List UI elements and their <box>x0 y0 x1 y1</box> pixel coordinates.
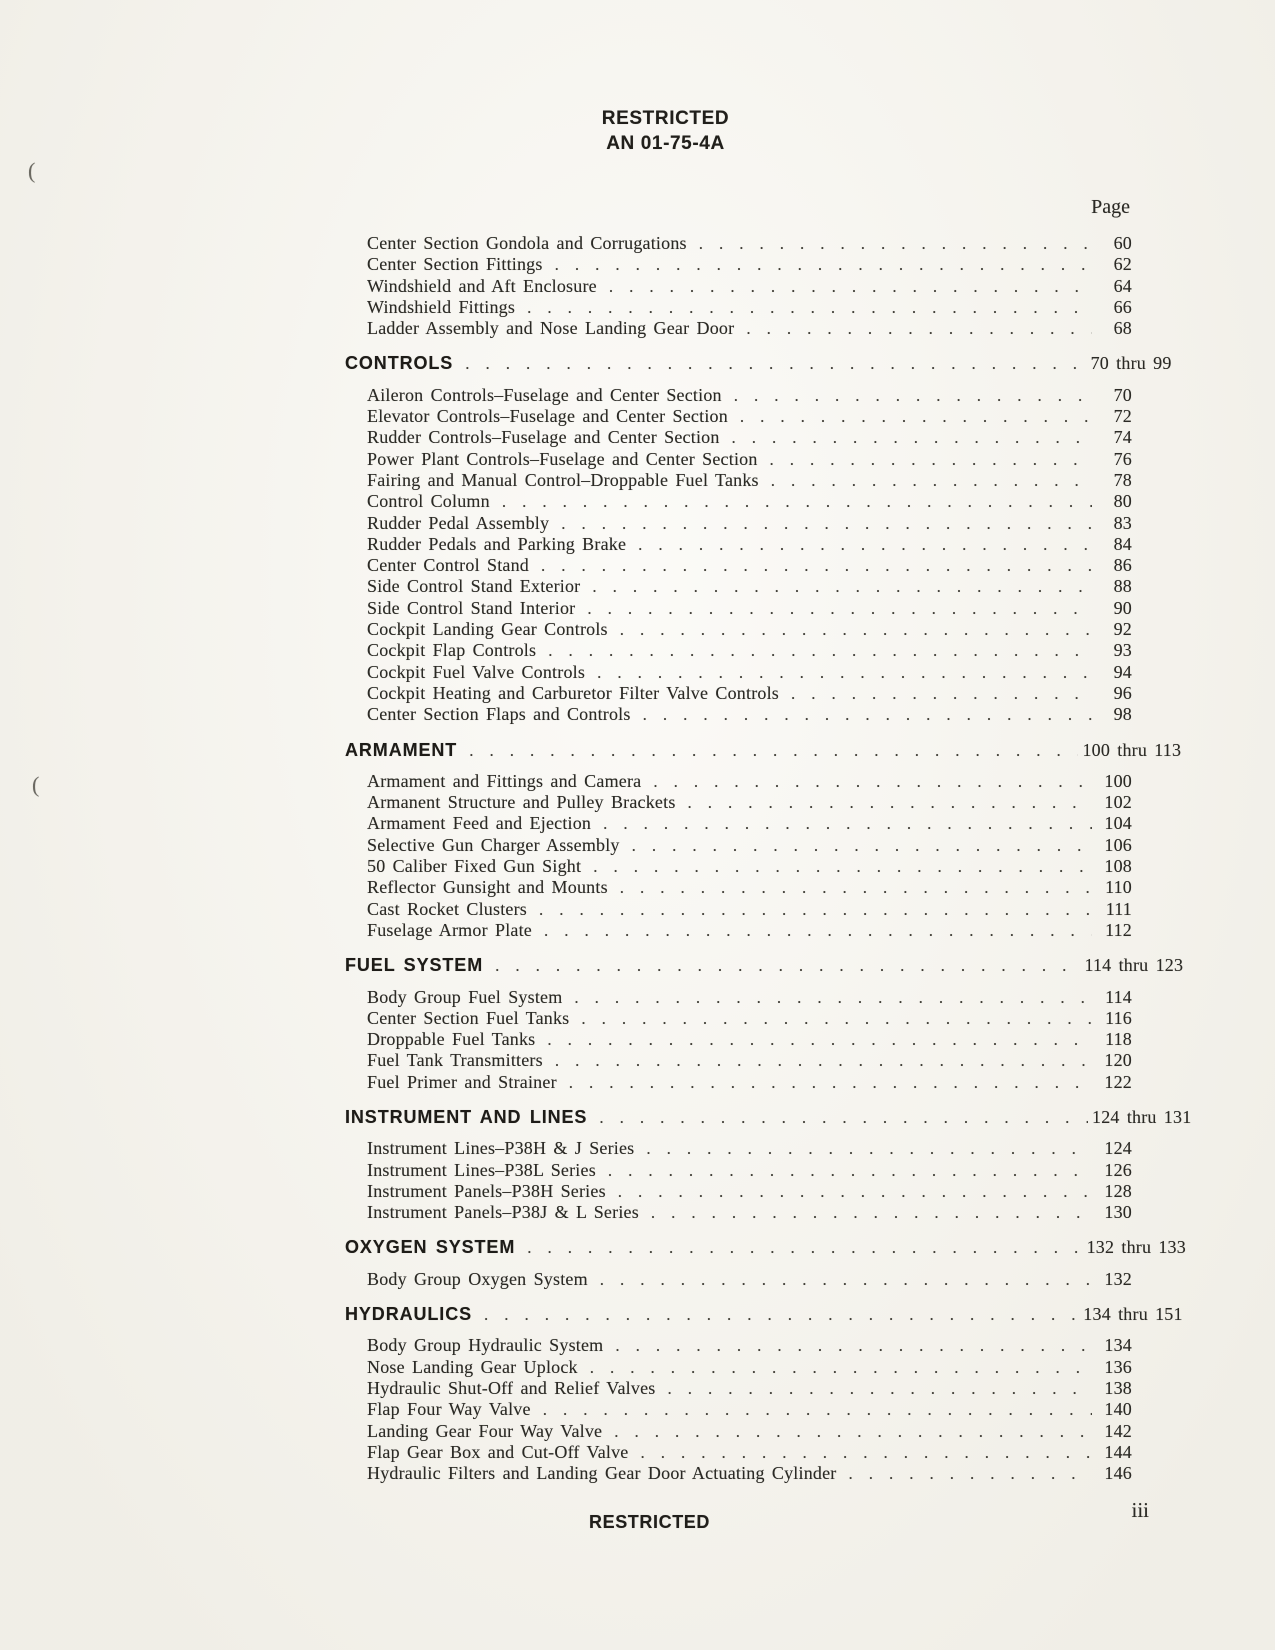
entry-title: Side Control Stand Exterior <box>367 576 581 597</box>
entry-title: Armament Feed and Ejection <box>367 813 592 834</box>
entry-title: Instrument Panels–P38J & L Series <box>367 1202 639 1223</box>
page-number: iii <box>1131 1498 1149 1522</box>
toc-entry-row <box>345 835 1132 856</box>
section-title: OXYGEN SYSTEM <box>345 1237 516 1258</box>
entry-title: Cockpit Flap Controls <box>367 640 537 661</box>
toc-entry-row <box>345 233 1132 254</box>
toc-entry-row <box>345 598 1132 619</box>
section-page-range: 132 thru 133 <box>1086 1237 1186 1258</box>
entry-title: Cast Rocket Clusters <box>367 898 527 919</box>
toc-entry-row <box>345 385 1132 406</box>
dot-leader <box>609 276 1092 297</box>
toc-entry-row <box>345 987 1132 1008</box>
entry-title: Windshield and Aft Enclosure <box>367 275 597 296</box>
entry-page: 142 <box>1104 1420 1132 1441</box>
entry-page: 68 <box>1113 318 1132 339</box>
toc-entry-row <box>345 1269 1132 1290</box>
entry-title: Instrument Lines–P38L Series <box>367 1159 596 1180</box>
entry-page: 118 <box>1105 1029 1132 1050</box>
dot-leader <box>555 1050 1092 1071</box>
dot-leader <box>620 619 1092 640</box>
toc-entry-row <box>345 899 1132 920</box>
dot-leader <box>620 877 1092 898</box>
toc-entry-row <box>345 704 1132 725</box>
section-page-range: 134 thru 151 <box>1083 1304 1183 1325</box>
dot-leader <box>547 1029 1092 1050</box>
section-title: ARMAMENT <box>345 739 458 760</box>
entry-title: Rudder Pedal Assembly <box>367 512 550 533</box>
entry-page: 128 <box>1104 1180 1132 1201</box>
dot-leader <box>527 1237 1082 1258</box>
entry-page: 100 <box>1104 770 1132 791</box>
scan-artifact: ( <box>32 772 40 797</box>
dot-leader <box>734 385 1092 406</box>
dot-leader <box>638 534 1092 555</box>
entry-title: Center Section Gondola and Corrugations <box>367 233 687 253</box>
document-id: AN 01-75-4A <box>606 133 725 154</box>
toc-entry-row <box>345 1399 1132 1420</box>
dot-leader <box>771 470 1092 491</box>
entry-page: 90 <box>1113 597 1132 618</box>
toc-entry-row <box>345 318 1132 339</box>
toc-entry-row <box>345 576 1132 597</box>
toc-entry-row <box>345 449 1132 470</box>
toc-entry-row <box>345 276 1132 297</box>
section-heading-row <box>345 1304 1183 1325</box>
dot-leader <box>592 576 1092 597</box>
dot-leader <box>539 899 1092 920</box>
entry-page: 92 <box>1113 619 1132 640</box>
entry-page: 60 <box>1113 233 1132 253</box>
entry-title: Rudder Controls–Fuselage and Center Section <box>367 427 720 448</box>
entry-page: 98 <box>1113 704 1132 725</box>
section-heading-row <box>345 955 1184 976</box>
toc-entry-row <box>345 771 1132 792</box>
entry-title: Fuel Tank Transmitters <box>367 1050 543 1071</box>
entry-page: 80 <box>1113 491 1132 512</box>
toc-entry-row <box>345 877 1132 898</box>
entry-page: 94 <box>1113 661 1132 682</box>
entry-page: 83 <box>1113 512 1132 533</box>
entry-title: Cockpit Landing Gear Controls <box>367 619 608 640</box>
dot-leader <box>641 1442 1093 1463</box>
entry-title: Nose Landing Gear Uplock <box>367 1356 578 1377</box>
toc-entry-row <box>345 427 1132 448</box>
toc-entry-row <box>345 1029 1132 1050</box>
entry-page: 106 <box>1104 834 1132 855</box>
dot-leader <box>469 740 1078 761</box>
entry-title: 50 Caliber Fixed Gun Sight <box>367 856 582 877</box>
toc-entry-row <box>345 534 1132 555</box>
toc-entry-row <box>345 1442 1132 1463</box>
entry-page: 112 <box>1105 919 1132 940</box>
entry-title: Fuselage Armor Plate <box>367 919 532 940</box>
entry-title: Armament and Fittings and Camera <box>367 770 642 791</box>
entry-title: Reflector Gunsight and Mounts <box>367 877 608 898</box>
section-heading-row <box>345 353 1172 374</box>
scan-artifact: ( <box>28 158 36 183</box>
entry-page: 96 <box>1113 682 1132 703</box>
entry-title: Center Section Fittings <box>367 254 543 275</box>
entry-title: Hydraulic Shut-Off and Relief Valves <box>367 1377 656 1398</box>
toc-entry-row <box>345 254 1132 275</box>
entry-title: Body Group Oxygen System <box>367 1268 588 1289</box>
document-header <box>28 108 1275 155</box>
dot-leader <box>615 1335 1092 1356</box>
toc-entry-row <box>345 555 1132 576</box>
entry-page: 72 <box>1113 406 1132 427</box>
dot-leader <box>651 1202 1092 1223</box>
toc-entry-row <box>345 513 1132 534</box>
entry-title: Body Group Hydraulic System <box>367 1335 604 1356</box>
entry-page: 140 <box>1104 1399 1132 1420</box>
dot-leader <box>593 856 1092 877</box>
dot-leader <box>746 318 1092 339</box>
entry-title: Body Group Fuel System <box>367 986 563 1007</box>
dot-leader <box>590 1357 1092 1378</box>
dot-leader <box>770 449 1092 470</box>
toc-entry-row <box>345 856 1132 877</box>
entry-title: Power Plant Controls–Fuselage and Center Section <box>367 448 758 469</box>
entry-page: 144 <box>1104 1441 1132 1462</box>
entry-title: Center Control Stand <box>367 555 529 576</box>
toc-entry-row <box>345 683 1132 704</box>
toc-entry-row <box>345 1378 1132 1399</box>
section-page-range: 70 thru 99 <box>1090 353 1172 374</box>
toc-entry-row <box>345 470 1132 491</box>
dot-leader <box>632 835 1092 856</box>
section-title: CONTROLS <box>345 353 454 374</box>
entry-title: Flap Gear Box and Cut-Off Valve <box>367 1441 629 1462</box>
dot-leader <box>643 704 1092 725</box>
entry-page: 126 <box>1104 1159 1132 1180</box>
dot-leader <box>667 1378 1092 1399</box>
dot-leader <box>600 1269 1092 1290</box>
entry-page: 108 <box>1104 856 1132 877</box>
dot-leader <box>618 1181 1092 1202</box>
entry-page: 86 <box>1113 555 1132 576</box>
entry-page: 110 <box>1105 877 1132 898</box>
toc-entry-row <box>345 1181 1132 1202</box>
entry-page: 111 <box>1105 898 1132 919</box>
entry-page: 88 <box>1113 576 1132 597</box>
dot-leader <box>541 555 1092 576</box>
dot-leader <box>543 1399 1092 1420</box>
toc-entry-row <box>345 1463 1132 1484</box>
entry-page: 62 <box>1113 254 1132 275</box>
section-heading-row <box>345 1106 1192 1128</box>
dot-leader <box>599 1107 1088 1128</box>
dot-leader <box>587 598 1092 619</box>
entry-page: 122 <box>1104 1071 1132 1092</box>
entry-page: 114 <box>1105 986 1132 1007</box>
dot-leader <box>495 955 1080 976</box>
toc-entry-row <box>345 1138 1132 1159</box>
dot-leader <box>699 233 1092 254</box>
dot-leader <box>849 1463 1093 1484</box>
dot-leader <box>502 491 1092 512</box>
dot-leader <box>608 1160 1092 1181</box>
entry-page: 84 <box>1113 533 1132 554</box>
entry-title: Windshield Fittings <box>367 296 516 317</box>
entry-page: 93 <box>1113 640 1132 661</box>
toc-entry-row <box>345 813 1132 834</box>
entry-title: Fairing and Manual Control–Droppable Fuel Tanks <box>367 469 759 490</box>
entry-page: 136 <box>1104 1356 1132 1377</box>
entry-title: Cockpit Heating and Carburetor Filter Valve Controls <box>367 682 779 703</box>
entry-title: Landing Gear Four Way Valve <box>367 1420 603 1441</box>
dot-leader <box>688 792 1092 813</box>
dot-leader <box>646 1138 1092 1159</box>
dot-leader <box>561 513 1092 534</box>
section-title: INSTRUMENT AND LINES <box>345 1106 588 1127</box>
page-column-label: Page <box>1091 196 1130 218</box>
entry-page: 102 <box>1104 792 1132 813</box>
entry-title: Elevator Controls–Fuselage and Center Section <box>367 406 728 427</box>
section-title: HYDRAULICS <box>345 1304 473 1325</box>
entry-page: 104 <box>1104 813 1132 834</box>
entry-title: Instrument Lines–P38H & J Series <box>367 1138 635 1159</box>
dot-leader <box>603 813 1092 834</box>
toc-entry-row <box>345 1050 1132 1071</box>
entry-title: Control Column <box>367 491 490 512</box>
entry-title: Center Section Fuel Tanks <box>367 1007 570 1028</box>
entry-page: 134 <box>1104 1335 1132 1356</box>
dot-leader <box>569 1072 1092 1093</box>
toc-content <box>345 196 1192 1484</box>
dot-leader <box>791 683 1092 704</box>
toc <box>345 233 1192 1484</box>
toc-entry-row <box>345 792 1132 813</box>
dot-leader <box>614 1421 1092 1442</box>
entry-title: Rudder Pedals and Parking Brake <box>367 533 627 554</box>
entry-page: 116 <box>1105 1007 1132 1028</box>
entry-title: Fuel Primer and Strainer <box>367 1071 557 1092</box>
section-page-range: 114 thru 123 <box>1084 955 1184 976</box>
toc-entry-row <box>345 1202 1132 1223</box>
entry-page: 70 <box>1113 384 1132 405</box>
toc-entry-row <box>345 1072 1132 1093</box>
dot-leader <box>597 662 1092 683</box>
toc-entry-row <box>345 1421 1132 1442</box>
entry-title: Center Section Flaps and Controls <box>367 704 631 725</box>
dot-leader <box>732 427 1092 448</box>
entry-page: 74 <box>1113 427 1132 448</box>
toc-entry-row <box>345 619 1132 640</box>
entry-page: 130 <box>1104 1202 1132 1223</box>
toc-entry-row <box>345 1335 1132 1356</box>
dot-leader <box>740 406 1092 427</box>
entry-page: 76 <box>1113 448 1132 469</box>
dot-leader <box>581 1008 1092 1029</box>
entry-title: Side Control Stand Interior <box>367 597 576 618</box>
section-heading-row <box>345 739 1182 761</box>
dot-leader <box>484 1304 1079 1325</box>
section-page-range: 124 thru 131 <box>1092 1106 1192 1127</box>
dot-leader <box>544 920 1092 941</box>
classification-banner: RESTRICTED <box>601 108 730 129</box>
entry-title: Droppable Fuel Tanks <box>367 1029 536 1050</box>
entry-title: Armanent Structure and Pulley Brackets <box>367 792 676 813</box>
dot-leader <box>527 297 1092 318</box>
entry-page: 132 <box>1104 1268 1132 1289</box>
entry-title: Ladder Assembly and Nose Landing Gear Door <box>367 318 735 339</box>
entry-page: 78 <box>1113 469 1132 490</box>
entry-page: 146 <box>1104 1463 1132 1484</box>
dot-leader <box>555 254 1092 275</box>
dot-leader <box>465 353 1086 374</box>
toc-entry-row <box>345 1357 1132 1378</box>
entry-page: 124 <box>1104 1138 1132 1159</box>
entry-title: Cockpit Fuel Valve Controls <box>367 661 586 682</box>
section-page-range: 100 thru 113 <box>1082 739 1182 760</box>
toc-entry-row <box>345 491 1132 512</box>
dot-leader <box>548 640 1092 661</box>
entry-title: Aileron Controls–Fuselage and Center Section <box>367 384 722 405</box>
section-title: FUEL SYSTEM <box>345 955 484 976</box>
dot-leader <box>653 771 1092 792</box>
toc-entry-row <box>345 662 1132 683</box>
toc-entry-row <box>345 640 1132 661</box>
entry-page: 120 <box>1104 1050 1132 1071</box>
classification-banner-footer: RESTRICTED <box>588 1512 710 1532</box>
section-heading-row <box>345 1237 1186 1258</box>
toc-entry-row <box>345 1008 1132 1029</box>
toc-entry-row <box>345 406 1132 427</box>
toc-entry-row <box>345 1160 1132 1181</box>
toc-entry-row <box>345 920 1132 941</box>
entry-title: Flap Four Way Valve <box>367 1399 531 1420</box>
entry-page: 64 <box>1113 275 1132 296</box>
entry-page: 138 <box>1104 1377 1132 1398</box>
toc-entry-row <box>345 297 1132 318</box>
entry-page: 66 <box>1113 296 1132 317</box>
entry-title: Selective Gun Charger Assembly <box>367 834 620 855</box>
dot-leader <box>574 987 1092 1008</box>
entry-title: Instrument Panels–P38H Series <box>367 1180 606 1201</box>
entry-title: Hydraulic Filters and Landing Gear Door Actuating Cylinder <box>367 1463 837 1484</box>
